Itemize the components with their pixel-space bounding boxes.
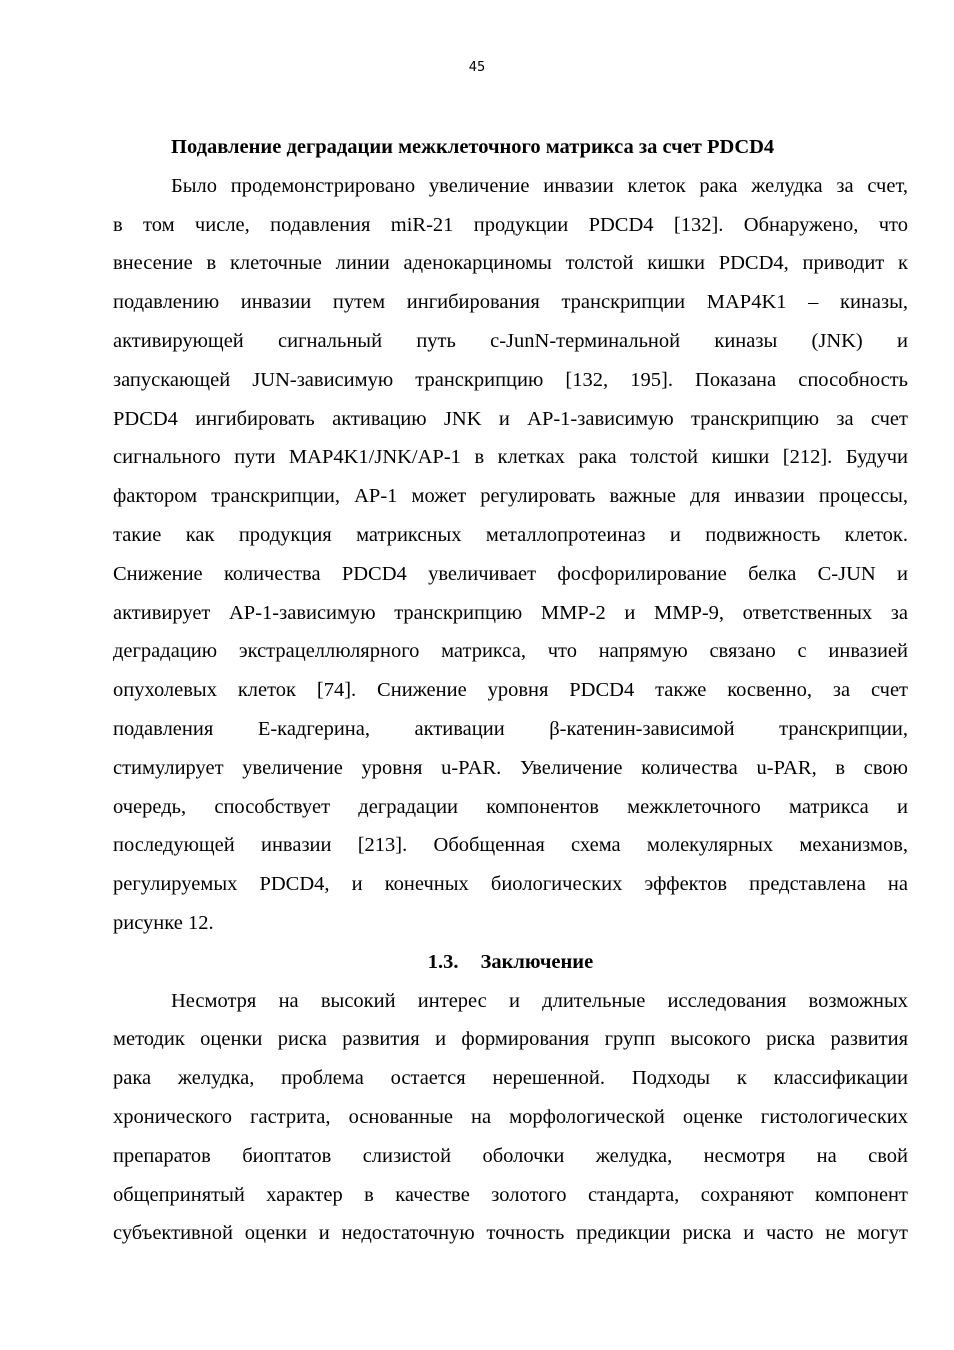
- paragraph-line: субъективной оценки и недостаточную точность предикции риска и часто не могут: [113, 1222, 908, 1245]
- conclusion-heading-title: Заключение: [480, 950, 594, 973]
- paragraph-line: подавления E-кадгерина, активации β-катенин-зависимой транскрипции,: [113, 717, 908, 740]
- paragraph-line: деградацию экстрацеллюлярного матрикса, что напрямую связано с инвазией: [113, 640, 908, 663]
- paragraph-line: подавлению инвазии путем ингибирования транскрипции MAP4K1 – киназы,: [113, 291, 908, 314]
- paragraph-line: методик оценки риска развития и формирования групп высокого риска развития: [113, 1028, 908, 1051]
- page-number: 45: [468, 60, 486, 75]
- paragraph-line: опухолевых клеток [74]. Снижение уровня PDCD4 также косвенно, за счет: [113, 679, 908, 702]
- paragraph-line: фактором транскрипции, AP-1 может регулировать важные для инвазии процессы,: [113, 485, 908, 508]
- document-body: [113, 128, 908, 1253]
- paragraph-line: запускающей JUN-зависимую транскрипцию [132, 195]. Показана способность: [113, 368, 908, 391]
- paragraph-line: рака желудка, проблема остается нерешенной. Подходы к классификации: [113, 1067, 908, 1090]
- conclusion-heading-number: 1.3.: [427, 950, 459, 973]
- paragraph-line: в том числе, подавления miR-21 продукции PDCD4 [132]. Обнаружено, что: [113, 213, 908, 236]
- paragraph-line: Снижение количества PDCD4 увеличивает фосфорилирование белка C-JUN и: [113, 562, 908, 585]
- paragraph-line: сигнального пути MAP4K1/JNK/AP-1 в клетках рака толстой кишки [212]. Будучи: [113, 446, 908, 469]
- paragraph-line: активирующей сигнальный путь c-JunN-терминальной киназы (JNK) и: [113, 329, 908, 352]
- paragraph-line: общепринятый характер в качестве золотого стандарта, сохраняют компонент: [113, 1183, 908, 1206]
- paragraph-line: очередь, способствует деградации компонентов межклеточного матрикса и: [113, 795, 908, 818]
- paragraph-line: активирует AP-1-зависимую транскрипцию MMP-2 и MMP-9, ответственных за: [113, 601, 908, 624]
- paragraph-line: регулируемых PDCD4, и конечных биологических эффектов представлена на: [113, 873, 908, 896]
- paragraph-line: препаратов биоптатов слизистой оболочки желудка, несмотря на свой: [113, 1144, 908, 1167]
- paragraph-line: хронического гастрита, основанные на морфологической оценке гистологических: [113, 1105, 908, 1128]
- paragraph-line: Несмотря на высокий интерес и длительные исследования возможных: [171, 989, 908, 1012]
- paragraph-line: последующей инвазии [213]. Обобщенная схема молекулярных механизмов,: [113, 834, 908, 857]
- paragraph-line: рисунке 12.: [113, 911, 214, 934]
- paragraph-line: PDCD4 ингибировать активацию JNK и AP-1-зависимую транскрипцию за счет: [113, 407, 908, 430]
- paragraph-line: внесение в клеточные линии аденокарциномы толстой кишки PDCD4, приводит к: [113, 252, 908, 275]
- section-heading: Подавление деградации межклеточного матрикса за счет PDCD4: [171, 136, 775, 158]
- paragraph-line: такие как продукция матриксных металлопротеиназ и подвижность клеток.: [113, 523, 908, 546]
- paragraph-line: стимулирует увеличение уровня u-PAR. Увеличение количества u-PAR, в свою: [113, 756, 908, 779]
- paragraph-line: Было продемонстрировано увеличение инвазии клеток рака желудка за счет,: [171, 174, 908, 197]
- conclusion-heading: [113, 943, 908, 982]
